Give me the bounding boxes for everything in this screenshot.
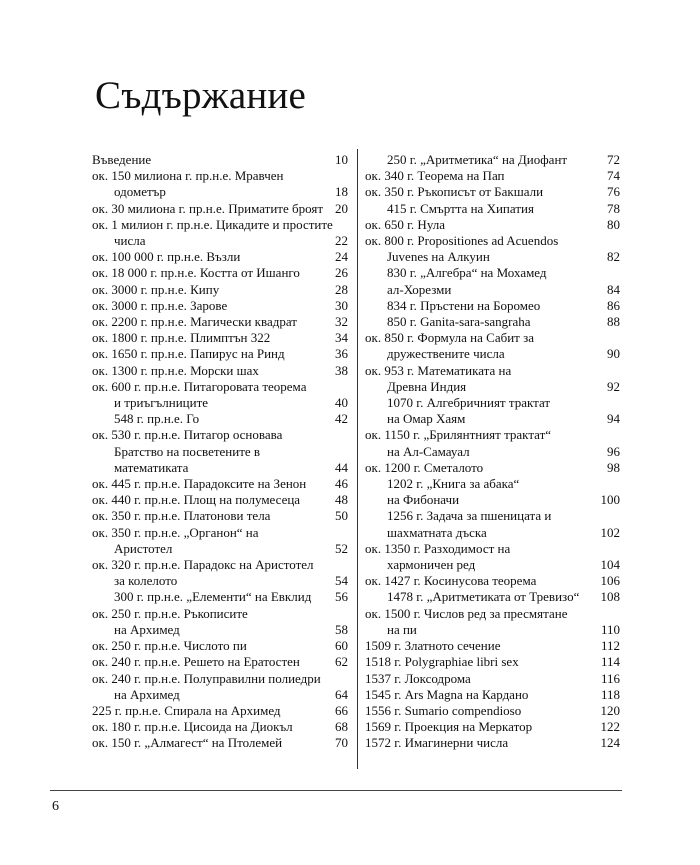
toc-entry-text: 1478 г. „Аритметиката от Тревизо“ bbox=[387, 589, 580, 605]
toc-page-number: 42 bbox=[335, 411, 348, 427]
toc-page-number: 106 bbox=[600, 573, 620, 589]
toc-entry[interactable] bbox=[365, 217, 620, 233]
footer-rule bbox=[50, 790, 622, 791]
toc-entry[interactable] bbox=[92, 476, 348, 492]
toc-entry-text: ок. 320 г. пр.н.е. Парадокс на Аристотел bbox=[92, 557, 314, 573]
toc-entry-text: ок. 1200 г. Сметалото bbox=[365, 459, 484, 475]
toc-entry-text: ок. 800 г. Propositiones ad Acuendos bbox=[365, 233, 559, 249]
toc-page-number: 62 bbox=[335, 654, 348, 670]
toc-entry-text: 548 г. пр.н.е. Го bbox=[114, 411, 200, 427]
toc-entry-text: ок. 953 г. Математиката на bbox=[365, 362, 512, 378]
toc-page-number: 36 bbox=[335, 346, 348, 362]
toc-entry-text: ок. 2200 г. пр.н.е. Магически квадрат bbox=[92, 314, 297, 330]
toc-page-number: 90 bbox=[607, 346, 620, 362]
toc-entry[interactable] bbox=[365, 152, 620, 168]
toc-entry[interactable] bbox=[365, 168, 620, 184]
toc-entry[interactable] bbox=[365, 427, 620, 459]
toc-page-number: 78 bbox=[607, 200, 620, 216]
toc-entry[interactable] bbox=[92, 638, 348, 654]
toc-entry-text: ок. 250 г. пр.н.е. Ръкописите bbox=[92, 605, 248, 621]
toc-entry-text: 1545 г. Ars Magna на Кардано bbox=[365, 686, 529, 702]
toc-entry-text: ок. 1350 г. Разходимост на bbox=[365, 540, 511, 556]
toc-entry-text: ок. 240 г. пр.н.е. Решето на Ератостен bbox=[92, 654, 300, 670]
toc-page-number: 102 bbox=[600, 524, 620, 540]
toc-entry-text: 850 г. Ganita-sara-sangraha bbox=[387, 314, 531, 330]
toc-entry[interactable] bbox=[92, 719, 348, 735]
toc-entry[interactable] bbox=[92, 201, 348, 217]
toc-page-number: 40 bbox=[335, 395, 348, 411]
page-number: 6 bbox=[52, 799, 59, 814]
toc-entry-text: Juvenes на Алкуин bbox=[387, 249, 490, 265]
toc-page-number: 32 bbox=[335, 314, 348, 330]
toc-entry[interactable] bbox=[92, 298, 348, 314]
toc-entry-text: ок. 250 г. пр.н.е. Числото пи bbox=[92, 638, 247, 654]
toc-page-number: 34 bbox=[335, 330, 348, 346]
toc-entry[interactable] bbox=[92, 152, 348, 168]
toc-entry[interactable] bbox=[92, 654, 348, 670]
toc-entry-text: ок. 1500 г. Числов ред за пресмятане bbox=[365, 605, 568, 621]
toc-page-number: 28 bbox=[335, 281, 348, 297]
toc-entry[interactable] bbox=[365, 735, 620, 751]
toc-entry-text: ок. 445 г. пр.н.е. Парадоксите на Зенон bbox=[92, 476, 307, 492]
toc-entry-text: ок. 1650 г. пр.н.е. Папирус на Ринд bbox=[92, 346, 285, 362]
toc-page-number: 56 bbox=[335, 589, 348, 605]
toc-entry[interactable] bbox=[365, 330, 620, 362]
toc-entry-text: Братство на посветените в bbox=[114, 443, 261, 459]
toc-page-number: 104 bbox=[600, 557, 620, 573]
toc-entry-text: числа bbox=[114, 233, 146, 249]
toc-page-number: 100 bbox=[600, 492, 620, 508]
toc-entry-text: ок. 650 г. Нула bbox=[365, 216, 446, 232]
toc-entry-text: ок. 150 милиона г. пр.н.е. Мравчен bbox=[92, 168, 284, 184]
toc-entry-text: шахматната дъска bbox=[387, 524, 487, 540]
toc-entry-text: ок. 240 г. пр.н.е. Полуправилни полиедри bbox=[92, 670, 321, 686]
toc-entry-text: ок. 180 г. пр.н.е. Цисоида на Диокъл bbox=[92, 719, 293, 735]
toc-entry-text: 1569 г. Проекция на Меркатор bbox=[365, 719, 533, 735]
toc-entry-text: 1556 г. Sumario compendioso bbox=[365, 702, 522, 718]
toc-entry[interactable] bbox=[365, 233, 620, 265]
toc-entry[interactable] bbox=[92, 217, 348, 249]
toc-entry-text: ок. 340 г. Теорема на Пап bbox=[365, 168, 505, 184]
toc-entry-text: одометър bbox=[114, 184, 166, 200]
toc-column-right bbox=[365, 152, 620, 752]
toc-page-number: 98 bbox=[607, 459, 620, 475]
toc-page-number: 54 bbox=[335, 573, 348, 589]
toc-entry[interactable] bbox=[365, 589, 620, 605]
toc-entry[interactable] bbox=[365, 654, 620, 670]
toc-page-number: 80 bbox=[607, 216, 620, 232]
toc-entry-text: на Фибоначи bbox=[387, 492, 460, 508]
toc-page-number: 68 bbox=[335, 719, 348, 735]
toc-entry-text: ок. 350 г. пр.н.е. Платонови тела bbox=[92, 508, 271, 524]
toc-page-number: 116 bbox=[600, 670, 620, 686]
toc-page-number: 114 bbox=[600, 654, 620, 670]
toc-entry[interactable] bbox=[365, 363, 620, 395]
toc-entry-text: 1256 г. Задача за пшеницата и bbox=[387, 508, 552, 524]
toc-entry-text: Въведение bbox=[92, 152, 152, 167]
toc-entry-text: ок. 350 г. пр.н.е. „Органон“ на bbox=[92, 524, 259, 540]
toc-entry-text: ал-Хорезми bbox=[387, 281, 452, 297]
toc-page-number: 94 bbox=[607, 411, 620, 427]
toc-entry-text: на Омар Хаям bbox=[387, 411, 466, 427]
toc-page-number: 110 bbox=[600, 621, 620, 637]
toc-entry-text: ок. 1800 г. пр.н.е. Плимптън 322 bbox=[92, 330, 271, 346]
toc-entry-text: 1537 г. Локсодрома bbox=[365, 670, 471, 686]
toc-page-number: 60 bbox=[335, 638, 348, 654]
toc-page-number: 112 bbox=[600, 638, 620, 654]
toc-entry[interactable] bbox=[92, 606, 348, 638]
toc-entry[interactable] bbox=[92, 249, 348, 265]
toc-entry[interactable] bbox=[92, 735, 348, 751]
toc-entry[interactable] bbox=[365, 298, 620, 314]
toc-entry-text: 1070 г. Алгебричният трактат bbox=[387, 395, 551, 411]
toc-entry[interactable] bbox=[92, 703, 348, 719]
toc-page-number: 18 bbox=[335, 184, 348, 200]
toc-entry-text: 1509 г. Златното сечение bbox=[365, 638, 501, 654]
toc-entry[interactable] bbox=[92, 671, 348, 703]
toc-entry[interactable] bbox=[365, 573, 620, 589]
toc-entry[interactable] bbox=[365, 314, 620, 330]
toc-page-number: 124 bbox=[600, 735, 620, 751]
toc-entry-text: 225 г. пр.н.е. Спирала на Архимед bbox=[92, 702, 281, 718]
toc-page-number: 30 bbox=[335, 297, 348, 313]
toc-entry-text: хармоничен ред bbox=[387, 557, 476, 573]
toc-page-number: 76 bbox=[607, 184, 620, 200]
toc-entry-text: ок. 1300 г. пр.н.е. Морски шах bbox=[92, 362, 259, 378]
toc-page-number: 24 bbox=[335, 249, 348, 265]
toc-page-number: 48 bbox=[335, 492, 348, 508]
toc-entry-text: ок. 150 г. „Алмагест“ на Птолемей bbox=[92, 735, 283, 751]
toc-entry-text: 1202 г. „Книга за абака“ bbox=[387, 476, 520, 492]
toc-entry[interactable] bbox=[92, 557, 348, 589]
toc-entry-text: на Архимед bbox=[114, 686, 180, 702]
toc-entry-text: математиката bbox=[114, 459, 189, 475]
toc-page-number: 22 bbox=[335, 233, 348, 249]
toc-entry-text: ок. 100 000 г. пр.н.е. Възли bbox=[92, 249, 241, 265]
toc-entry-text: 834 г. Пръстени на Боромео bbox=[387, 297, 541, 313]
toc-entry-text: ок. 350 г. Ръкописът от Бакшали bbox=[365, 184, 544, 200]
column-divider bbox=[357, 149, 358, 769]
toc-page-number: 108 bbox=[600, 589, 620, 605]
toc-entry[interactable] bbox=[365, 687, 620, 703]
toc-page-number: 92 bbox=[607, 378, 620, 394]
toc-entry[interactable] bbox=[365, 671, 620, 687]
toc-entry[interactable] bbox=[92, 589, 348, 605]
toc-page-number: 96 bbox=[607, 443, 620, 459]
toc-entry[interactable] bbox=[92, 346, 348, 362]
toc-entry-text: ок. 1427 г. Косинусова теорема bbox=[365, 573, 537, 589]
toc-entry[interactable] bbox=[92, 427, 348, 476]
toc-entry[interactable] bbox=[92, 525, 348, 557]
toc-entry[interactable] bbox=[92, 282, 348, 298]
toc-entry-text: Аристотел bbox=[114, 540, 173, 556]
toc-entry-text: 1518 г. Polygraphiae libri sex bbox=[365, 654, 519, 670]
toc-page-number: 20 bbox=[335, 200, 348, 216]
toc-page-number: 72 bbox=[607, 152, 620, 167]
toc-page-number: 122 bbox=[600, 719, 620, 735]
toc-entry-text: на Ал-Самауал bbox=[387, 443, 470, 459]
toc-page-number: 84 bbox=[607, 281, 620, 297]
toc-entry-text: Древна Индия bbox=[387, 378, 467, 394]
toc-column-left bbox=[92, 152, 348, 752]
toc-entry[interactable] bbox=[92, 330, 348, 346]
toc-page-number: 46 bbox=[335, 476, 348, 492]
toc-entry-text: ок. 440 г. пр.н.е. Площ на полумесеца bbox=[92, 492, 301, 508]
toc-page-number: 64 bbox=[335, 686, 348, 702]
toc-page-number: 26 bbox=[335, 265, 348, 281]
toc-page-number: 58 bbox=[335, 621, 348, 637]
toc-entry-text: ок. 600 г. пр.н.е. Питагоровата теорема bbox=[92, 378, 307, 394]
toc-page-number: 74 bbox=[607, 168, 620, 184]
toc-entry[interactable] bbox=[365, 265, 620, 297]
toc-entry[interactable] bbox=[365, 719, 620, 735]
toc-entry-text: ок. 3000 г. пр.н.е. Кипу bbox=[92, 281, 220, 297]
toc-page-number: 50 bbox=[335, 508, 348, 524]
toc-entry[interactable] bbox=[365, 184, 620, 200]
toc-entry[interactable] bbox=[92, 363, 348, 379]
toc-entry[interactable] bbox=[92, 168, 348, 200]
toc-entry-text: ок. 3000 г. пр.н.е. Зарове bbox=[92, 297, 228, 313]
toc-entry-text: ок. 18 000 г. пр.н.е. Костта от Ишанго bbox=[92, 265, 300, 281]
toc-entry[interactable] bbox=[365, 541, 620, 573]
toc-entry-text: 250 г. „Аритметика“ на Диофант bbox=[387, 152, 568, 167]
toc-page-number: 70 bbox=[335, 735, 348, 751]
toc-entry-text: на пи bbox=[387, 621, 417, 637]
toc-entry[interactable] bbox=[365, 460, 620, 476]
toc-entry[interactable] bbox=[365, 508, 620, 540]
toc-entry-text: ок. 30 милиона г. пр.н.е. Приматите броят bbox=[92, 200, 324, 216]
toc-page-number: 52 bbox=[335, 540, 348, 556]
toc-entry[interactable] bbox=[365, 395, 620, 427]
toc-page-number: 10 bbox=[335, 152, 348, 167]
toc-entry[interactable] bbox=[92, 411, 348, 427]
toc-entry-text: 415 г. Смъртта на Хипатия bbox=[387, 200, 534, 216]
toc-entry-text: ок. 1150 г. „Брилянтният трактат“ bbox=[365, 427, 552, 443]
toc-entry-text: за колелото bbox=[114, 573, 178, 589]
toc-entry-text: ок. 530 г. пр.н.е. Питагор основава bbox=[92, 427, 283, 443]
toc-entry[interactable] bbox=[92, 492, 348, 508]
toc-page-number: 82 bbox=[607, 249, 620, 265]
toc-entry[interactable] bbox=[365, 703, 620, 719]
toc-entry[interactable] bbox=[365, 606, 620, 638]
toc-page-number: 86 bbox=[607, 297, 620, 313]
toc-entry-text: 830 г. „Алгебра“ на Мохамед bbox=[387, 265, 547, 281]
toc-page-number: 118 bbox=[600, 686, 620, 702]
toc-entry-text: 1572 г. Имагинерни числа bbox=[365, 735, 509, 751]
toc-entry-text: ок. 850 г. Формула на Сабит за bbox=[365, 330, 534, 346]
toc-page-number: 38 bbox=[335, 362, 348, 378]
toc-entry-text: ок. 1 милион г. пр.н.е. Цикадите и простите bbox=[92, 216, 333, 232]
toc-entry[interactable] bbox=[365, 201, 620, 217]
toc-entry-text: на Архимед bbox=[114, 621, 180, 637]
toc-entry[interactable] bbox=[92, 508, 348, 524]
toc-entry[interactable] bbox=[92, 379, 348, 411]
toc-page-number: 44 bbox=[335, 459, 348, 475]
toc-page-number: 120 bbox=[600, 702, 620, 718]
toc-entry-text: 300 г. пр.н.е. „Елементи“ на Евклид bbox=[114, 589, 312, 605]
toc-entry-text: и триъгълниците bbox=[114, 395, 209, 411]
toc-entry[interactable] bbox=[365, 476, 620, 508]
toc-page-number: 66 bbox=[335, 702, 348, 718]
toc-entry-text: дружествените числа bbox=[387, 346, 505, 362]
toc-page-number: 88 bbox=[607, 314, 620, 330]
toc-entry[interactable] bbox=[92, 265, 348, 281]
toc-entry[interactable] bbox=[365, 638, 620, 654]
toc-entry[interactable] bbox=[92, 314, 348, 330]
page-title: Съдържание bbox=[95, 74, 306, 117]
